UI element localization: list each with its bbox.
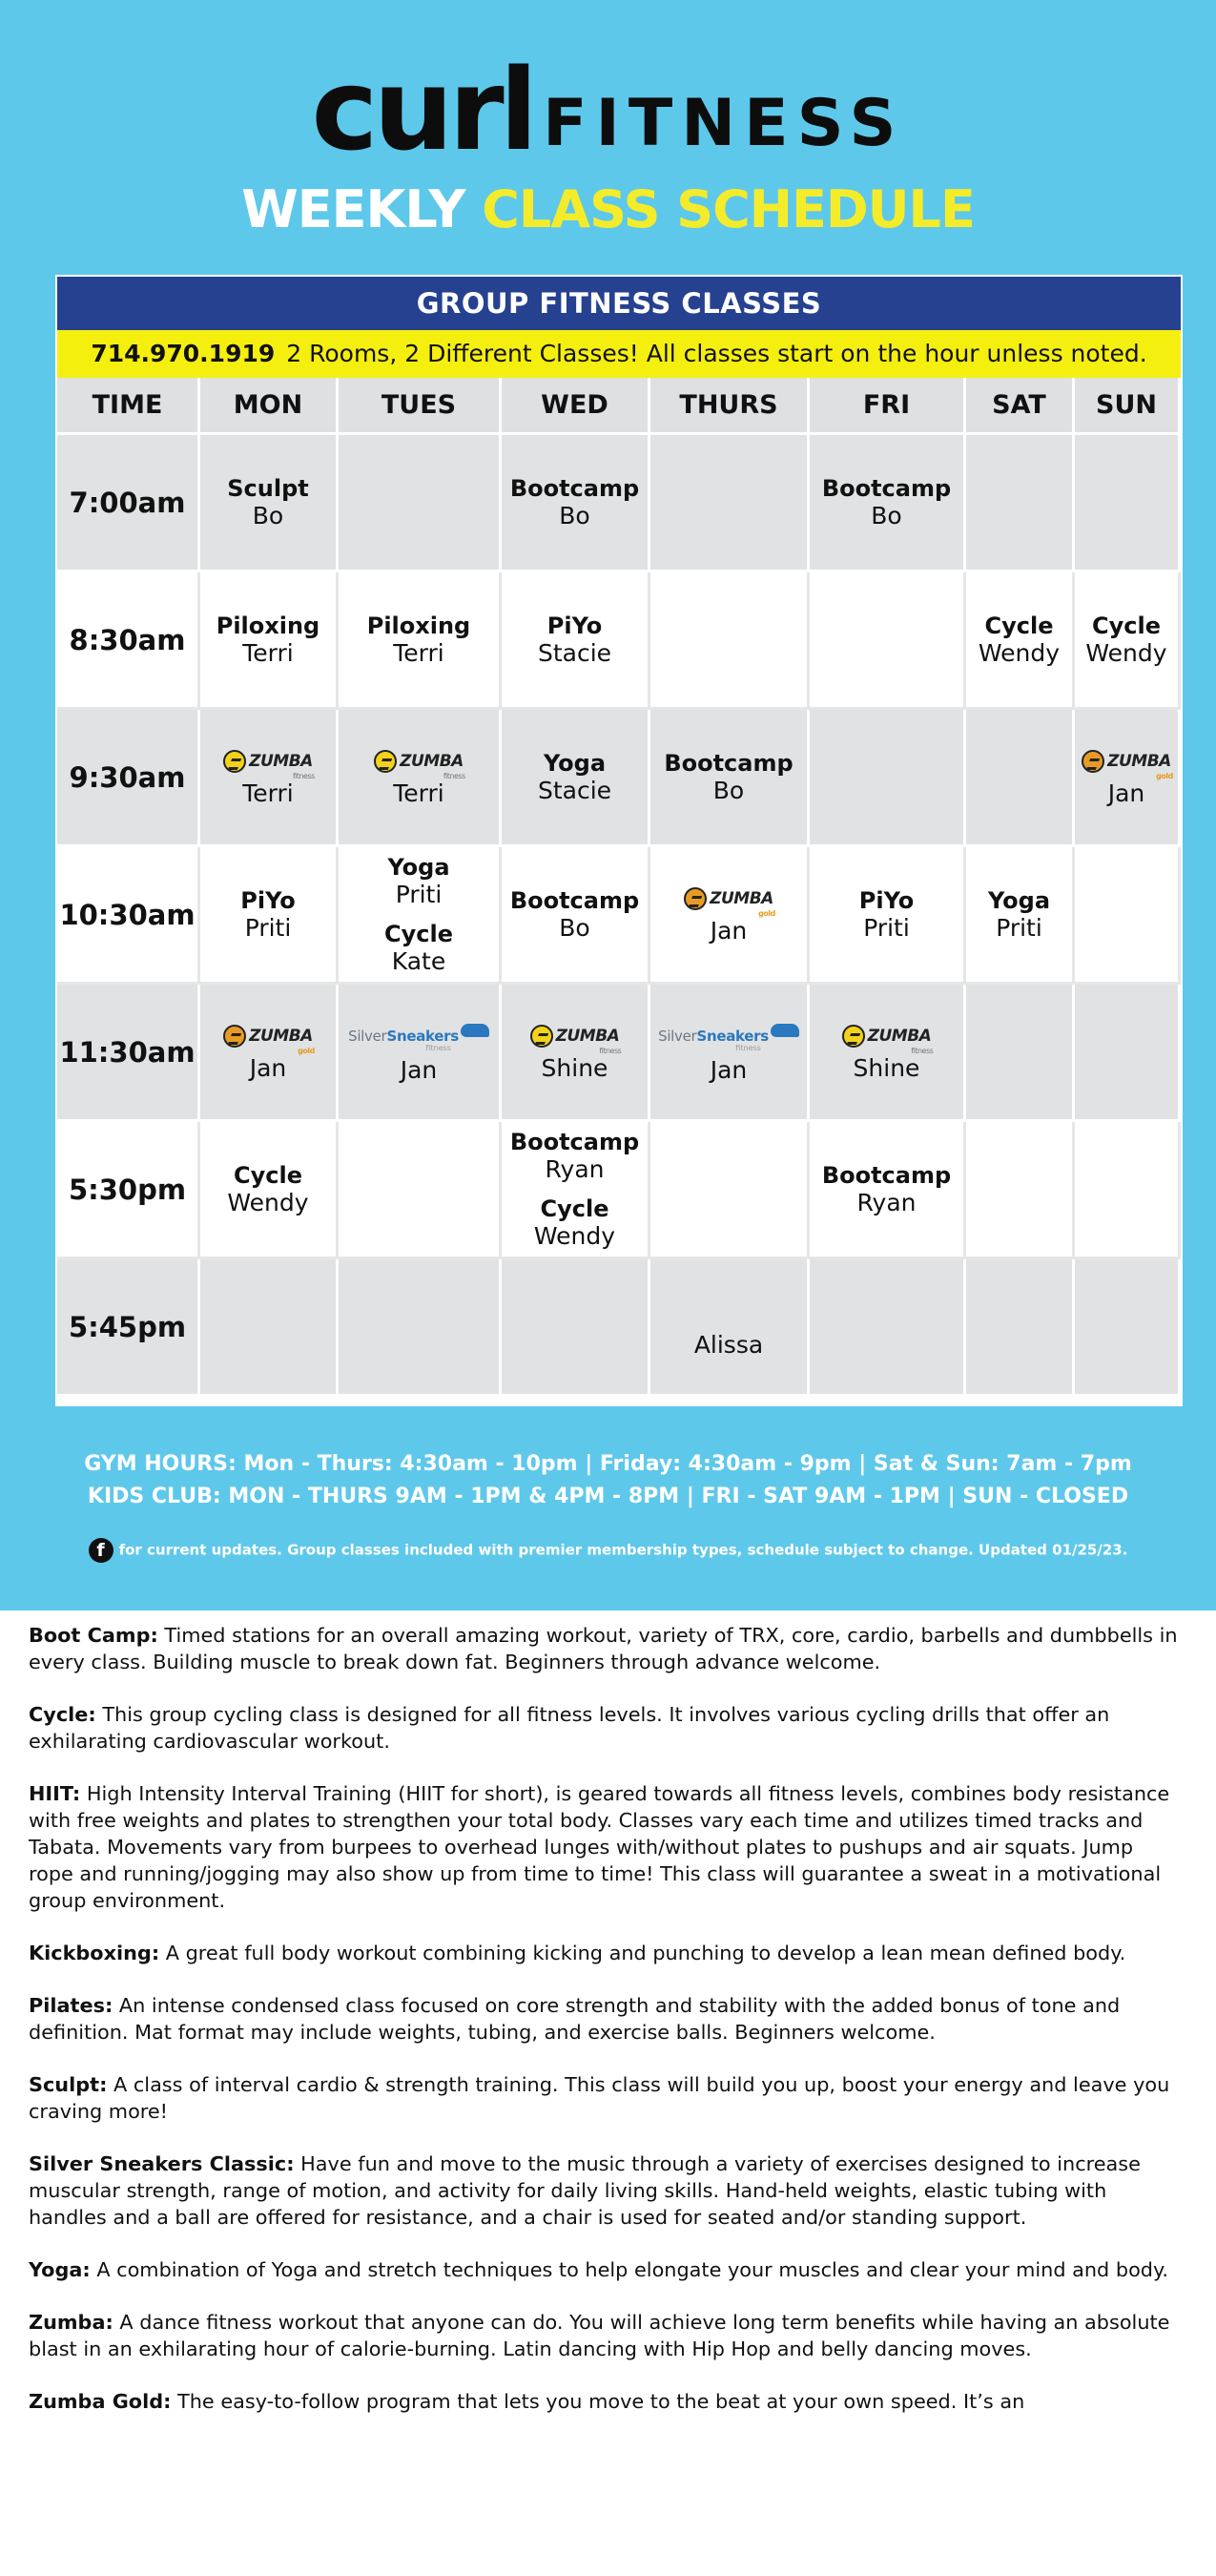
brand-curl-wordmark: curl: [311, 44, 534, 176]
class-cell: [966, 710, 1075, 847]
class-name: Bootcamp: [664, 749, 793, 777]
class-description: [29, 2388, 1183, 2415]
instructor-name: Alissa: [693, 1330, 764, 1359]
class-description: [29, 1940, 1183, 1966]
zumba-subline: gold: [1156, 771, 1173, 780]
instructor-name: Shine: [853, 1053, 920, 1082]
class-name: Cycle: [984, 612, 1054, 639]
facebook-note-text: for current updates. Group classes included with premier membership types, schedule subject to change. Updated 01/25/23.: [118, 1541, 1128, 1559]
column-header-thurs: THURS: [650, 378, 810, 435]
class-description: [29, 2150, 1183, 2231]
class-cell: [650, 1122, 810, 1259]
silver-sneakers-wordmark: [348, 1028, 459, 1045]
column-header-mon: MON: [200, 378, 339, 435]
class-cell: [966, 572, 1075, 710]
brand-fitness-wordmark: FITNESS: [543, 86, 905, 161]
class-cell: [966, 1259, 1075, 1397]
instructor-name: Priti: [863, 913, 910, 942]
class-cell: [502, 710, 650, 847]
brand-logo: [0, 44, 1216, 176]
class-name: Piloxing: [366, 612, 471, 639]
description-text: This group cycling class is designed for all fitness levels. It involves various cycling drills that offer an exhilarating cardiovascular workout.: [29, 1703, 1110, 1753]
instructor-name: Bo: [871, 501, 902, 530]
description-term: Pilates:: [29, 1994, 113, 2017]
description-term: Sculpt:: [29, 2073, 108, 2096]
instructor-name: Ryan: [856, 1188, 917, 1216]
zumba-wordmark: ZUMBA gold: [249, 1026, 315, 1055]
class-description: [29, 2256, 1183, 2283]
class-cell: [200, 572, 339, 710]
gym-hours-label: GYM HOURS:: [84, 1452, 237, 1476]
zumba-wordmark: ZUMBA gold: [710, 888, 775, 918]
zumba-gold-logo: [223, 1022, 315, 1055]
class-cell: [339, 847, 502, 985]
class-cell: [966, 1122, 1075, 1259]
zumba-gold-logo: [1082, 747, 1173, 780]
instructor-name: Terri: [393, 779, 444, 807]
phone-number: 714.970.1919: [91, 340, 276, 367]
class-name: Bootcamp: [509, 886, 640, 914]
class-cell: [502, 572, 650, 710]
class-cell: [339, 1259, 502, 1397]
zumba-ball-icon: [842, 1025, 865, 1048]
zumba-ball-icon: [1082, 750, 1104, 773]
zumba-subline: fitness: [443, 771, 465, 780]
zumba-wordmark: ZUMBA gold: [1107, 751, 1173, 780]
class-name: Bootcamp: [509, 1128, 640, 1155]
class-cell: [650, 435, 810, 572]
class-cell: [1075, 572, 1181, 710]
description-term: Kickboxing:: [29, 1942, 160, 1964]
time-slot-1130am: 11:30am: [57, 985, 200, 1122]
class-cell: [650, 847, 810, 985]
class-cell: [810, 847, 966, 985]
instructor-name: Stacie: [537, 776, 612, 804]
class-name: Cycle: [234, 1161, 302, 1189]
instructor-name: Bo: [252, 501, 284, 530]
instructor-name: Stacie: [537, 638, 612, 667]
class-name: Cycle: [540, 1195, 609, 1222]
zumba-wordmark: ZUMBA fitness: [249, 751, 315, 780]
instructor-name: Wendy: [1085, 638, 1167, 667]
class-name: Bootcamp: [509, 474, 640, 502]
class-cell: [339, 572, 502, 710]
time-slot-830am: 8:30am: [57, 572, 200, 710]
class-description: [29, 1701, 1183, 1755]
class-descriptions: [29, 1622, 1183, 2441]
class-name: Cycle: [1092, 612, 1161, 639]
description-term: HIIT:: [29, 1782, 81, 1805]
class-cell: [339, 435, 502, 572]
zumba-ball-icon: [223, 1025, 246, 1048]
instructor-name: Jan: [400, 1055, 438, 1084]
zumba-ball-icon: [684, 887, 707, 910]
sneakers-word: Sneakers: [696, 1027, 769, 1045]
facebook-icon: f: [89, 1538, 113, 1563]
class-cell: [200, 1259, 339, 1397]
class-cell: [966, 985, 1075, 1122]
silver-word: Silver: [658, 1027, 697, 1045]
zumba-subline: gold: [758, 908, 775, 918]
class-cell: [810, 1122, 966, 1259]
class-cell: [1075, 1122, 1181, 1259]
class-cell: [339, 985, 502, 1122]
instructor-name: Bo: [559, 913, 590, 942]
table-notice: [57, 330, 1181, 378]
gym-hours-text: Mon - Thurs: 4:30am - 10pm | Friday: 4:30am - 9pm | Sat & Sun: 7am - 7pm: [243, 1452, 1132, 1476]
zumba-wordmark: ZUMBA fitness: [400, 751, 465, 780]
time-slot-700am: 7:00am: [57, 435, 200, 572]
instructor-name: Terri: [242, 779, 294, 807]
facebook-note: [0, 1538, 1216, 1563]
time-slot-530pm: 5:30pm: [57, 1122, 200, 1259]
column-header-sat: SAT: [966, 378, 1075, 435]
description-text: A great full body workout combining kicking and punching to develop a lean mean defined body.: [165, 1942, 1126, 1964]
kids-club-label: KIDS CLUB:: [87, 1485, 221, 1508]
zumba-wordmark: ZUMBA fitness: [555, 1026, 622, 1055]
instructor-name: Jan: [1107, 779, 1145, 807]
zumba-subline: fitness: [292, 771, 315, 780]
zumba-gold-logo: [684, 884, 775, 918]
zumba-wordmark: ZUMBA fitness: [867, 1026, 934, 1055]
time-slot-930am: 9:30am: [57, 710, 200, 847]
class-description: [29, 1622, 1183, 1675]
class-cell: [200, 1122, 339, 1259]
class-cell: [1075, 710, 1181, 847]
class-cell: [810, 710, 966, 847]
class-description: [29, 1780, 1183, 1914]
class-cell: [502, 985, 650, 1122]
class-name: PiYo: [240, 886, 296, 914]
silver-sneakers-logo: [658, 1020, 799, 1052]
class-cell: [502, 847, 650, 985]
instructor-name: Shine: [541, 1053, 608, 1082]
class-cell: [650, 1259, 810, 1397]
class-cell: [502, 1259, 650, 1397]
description-term: Zumba Gold:: [29, 2390, 172, 2413]
silver-sneakers-wordmark: [658, 1028, 769, 1045]
title-class-schedule: CLASS SCHEDULE: [482, 179, 975, 239]
instructor-name: Kate: [391, 946, 446, 975]
class-name: Bootcamp: [821, 474, 952, 502]
silver-sneakers-logo: [348, 1020, 489, 1052]
zumba-logo: [842, 1022, 934, 1055]
instructor-name: Priti: [395, 880, 443, 908]
instructor-name: Priti: [244, 913, 292, 942]
description-text: A class of interval cardio & strength training. This class will build you up, boost your energy and leave you craving more!: [29, 2073, 1170, 2123]
description-term: Yoga:: [29, 2258, 91, 2281]
class-cell: [810, 985, 966, 1122]
class-cell: [200, 847, 339, 985]
description-text: The easy-to-follow program that lets you move to the beat at your own speed. It’s an: [177, 2390, 1025, 2413]
zumba-ball-icon: [223, 750, 246, 773]
class-cell: [1075, 985, 1181, 1122]
zumba-logo: [223, 747, 315, 780]
class-cell: [650, 572, 810, 710]
class-cell: [1075, 435, 1181, 572]
instructor-name: Ryan: [545, 1154, 605, 1183]
class-name: PiYo: [546, 612, 603, 639]
silver-sneakers-subline: fitness: [425, 1043, 451, 1052]
class-cell: [339, 710, 502, 847]
instructor-name: Wendy: [227, 1188, 309, 1216]
time-slot-1030am: 10:30am: [57, 847, 200, 985]
description-text: An intense condensed class focused on core strength and stability with the added bonus of tone and definition. Mat format may include weights, tubing, and exercise balls. Beginners welcome.: [29, 1994, 1121, 2044]
class-cell: [200, 710, 339, 847]
description-term: Cycle:: [29, 1703, 96, 1726]
column-header-tues: TUES: [339, 378, 502, 435]
zumba-subline: gold: [298, 1046, 315, 1055]
class-cell: [810, 435, 966, 572]
sneaker-icon: [771, 1024, 799, 1037]
instructor-name: Bo: [559, 501, 590, 530]
column-header-time: TIME: [57, 378, 200, 435]
schedule-table: [55, 275, 1183, 1406]
class-cell: [810, 1259, 966, 1397]
page-title: [0, 179, 1216, 239]
title-weekly: WEEKLY: [241, 179, 465, 239]
silver-word: Silver: [348, 1027, 387, 1045]
zumba-ball-icon: [530, 1025, 553, 1048]
zumba-subline: fitness: [911, 1046, 934, 1055]
class-cell: [1075, 1259, 1181, 1397]
gym-hours: [0, 1452, 1216, 1476]
class-description: [29, 1992, 1183, 2046]
instructor-name: Priti: [996, 913, 1042, 942]
class-cell: [200, 985, 339, 1122]
table-banner: GROUP FITNESS CLASSES: [57, 277, 1181, 330]
instructor-name: Terri: [393, 638, 444, 667]
description-text: High Intensity Interval Training (HIIT for short), is geared towards all fitness levels, combines body resistance with free weights and plates to strengthen your total body. Classes vary each time and utilizes timed tracks and Tabata. Movements vary from burpees to overhead lunges with/without plates to pushups and air squats. Jump rope and running/jogging may also show up from time to time! This class will guarantee a sweat in a motivational group environment.: [29, 1782, 1170, 1912]
class-name: PiYo: [858, 886, 915, 914]
description-text: Have fun and move to the music through a variety of exercises designed to increase muscular strength, range of motion, and activity for daily living skills. Hand-held weights, elastic tubing with handles and a ball are offered for resistance, and a chair is used for seated and/or standing support.: [29, 2152, 1141, 2229]
column-header-sun: SUN: [1075, 378, 1181, 435]
description-text: Timed stations for an overall amazing workout, variety of TRX, core, cardio, barbells and dumbbells in every class. Building muscle to break down fat. Beginners through advance welcome.: [29, 1624, 1178, 1673]
zumba-logo: [374, 747, 465, 780]
class-cell: [810, 572, 966, 710]
column-header-fri: FRI: [810, 378, 966, 435]
kids-club-hours: [0, 1485, 1216, 1508]
class-cell: [502, 1122, 650, 1259]
description-text: A dance fitness workout that anyone can do. You will achieve long term benefits while having an absolute blast in an exhilarating hour of calorie-burning. Latin dancing with Hip Hop and belly dancing moves.: [29, 2311, 1170, 2360]
class-description: [29, 2309, 1183, 2362]
class-name: Yoga: [987, 886, 1051, 914]
class-cell: [650, 710, 810, 847]
kids-club-text: MON - THURS 9AM - 1PM & 4PM - 8PM | FRI - SAT 9AM - 1PM | SUN - CLOSED: [228, 1485, 1129, 1508]
class-name: Bootcamp: [821, 1161, 952, 1189]
class-name: Yoga: [543, 749, 607, 777]
zumba-ball-icon: [374, 750, 397, 773]
instructor-name: Wendy: [533, 1221, 616, 1250]
class-cell: [650, 985, 810, 1122]
notice-text: 2 Rooms, 2 Different Classes! All classes start on the hour unless noted.: [286, 340, 1147, 367]
column-header-wed: WED: [502, 378, 650, 435]
class-name: Cycle: [384, 920, 453, 947]
sneakers-word: Sneakers: [386, 1027, 459, 1045]
zumba-logo: [530, 1022, 622, 1055]
instructor-name: Jan: [710, 1055, 748, 1084]
class-cell: [200, 435, 339, 572]
class-name: Piloxing: [216, 612, 320, 639]
description-text: A combination of Yoga and stretch techniques to help elongate your muscles and clear your mind and body.: [96, 2258, 1168, 2281]
instructor-name: Bo: [712, 776, 745, 804]
description-term: Silver Sneakers Classic:: [29, 2152, 295, 2175]
instructor-name: Wendy: [978, 638, 1061, 667]
class-cell: [966, 435, 1075, 572]
description-term: Zumba:: [29, 2311, 113, 2334]
instructor-name: Jan: [249, 1053, 287, 1082]
sneaker-icon: [461, 1024, 489, 1037]
class-cell: [502, 435, 650, 572]
class-cell: [339, 1122, 502, 1259]
class-cell: [966, 847, 1075, 985]
zumba-subline: fitness: [599, 1046, 622, 1055]
class-name: Sculpt: [227, 474, 309, 502]
time-slot-545pm: 5:45pm: [57, 1259, 200, 1397]
instructor-name: Jan: [710, 916, 748, 945]
class-name: Yoga: [387, 853, 450, 881]
instructor-name: Terri: [242, 638, 294, 667]
class-description: [29, 2071, 1183, 2125]
silver-sneakers-subline: fitness: [735, 1043, 761, 1052]
class-cell: [1075, 847, 1181, 985]
description-term: Boot Camp:: [29, 1624, 158, 1647]
